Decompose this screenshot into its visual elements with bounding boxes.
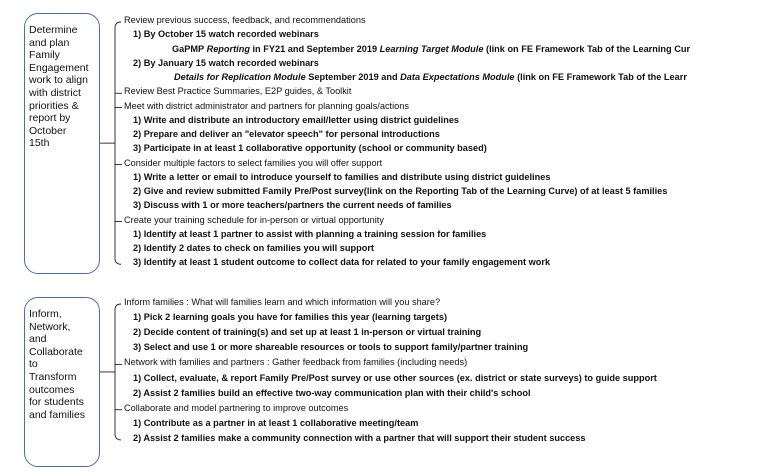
label-line: Determine bbox=[29, 24, 78, 36]
text-run: (link on FE Framework Tab of the Learning Cur bbox=[483, 43, 691, 54]
outline-item: 3) Participate in at least 1 collaborative opportunity (school or community based) bbox=[133, 143, 487, 154]
outline-heading: Network with families and partners : Gather feedback from families (including needs) bbox=[124, 357, 468, 368]
outline-heading: Review previous success, feedback, and recommendations bbox=[124, 15, 366, 25]
label-line: 15th bbox=[29, 137, 50, 150]
text-run: Details for Replication Module bbox=[174, 72, 306, 82]
label-line: report by bbox=[29, 112, 71, 125]
text-run: in FY21 and September 2019 bbox=[249, 43, 380, 54]
label-line: for students bbox=[29, 396, 84, 409]
outline-item: 1) Collect, evaluate, & report Family Pre/Post survey or use other sources (ex. district or state surveys) to guide support bbox=[133, 372, 657, 383]
outline-heading: Collaborate and model partnering to improve outcomes bbox=[124, 402, 349, 413]
label-line: and bbox=[29, 333, 47, 346]
text-run: (link on FE Framework Tab of the Learr bbox=[514, 72, 687, 82]
outline-item: 2) Give and review submitted Family Pre/Post survey(link on the Reporting Tab of the Learning Curve) of at least 5 families bbox=[133, 186, 668, 196]
label-line: Family bbox=[29, 49, 60, 62]
outline-item bbox=[174, 71, 687, 83]
label-line: Transform bbox=[29, 370, 77, 383]
outline-item: 2) Identify 2 dates to check on families you will support bbox=[133, 243, 374, 253]
label-line: to bbox=[29, 358, 38, 371]
label-line: October bbox=[29, 124, 67, 137]
label-line: priorities & bbox=[29, 99, 79, 112]
outline-item: 1) Write a letter or email to introduce yourself to families and distribute using district guidelines bbox=[133, 171, 551, 182]
text-run: Learning Target Module bbox=[379, 43, 484, 54]
outline-heading: Inform families : What will families learn and which information will you share? bbox=[124, 297, 441, 307]
label-line: Inform, bbox=[29, 308, 62, 320]
outline-heading: Consider multiple factors to select families you will offer support bbox=[124, 157, 383, 168]
outline-heading: Review Best Practice Summaries, E2P guides, & Toolkit bbox=[124, 86, 352, 97]
outline-item: 2) Prepare and deliver an "elevator speech" for personal introductions bbox=[133, 129, 440, 139]
text-run: GaPMP bbox=[172, 43, 207, 54]
outline-item: 1) Write and distribute an introductory email/letter using district guidelines bbox=[133, 114, 460, 125]
label-line: Collaborate bbox=[29, 345, 83, 358]
outline-item: 3) Select and use 1 or more shareable resources or tools to support family/partner training bbox=[133, 342, 529, 353]
outline-item: 2) Assist 2 families make a community connection with a partner that will support their student success bbox=[133, 432, 586, 443]
text-run: Data Expectations Module bbox=[400, 72, 515, 82]
label-line: outcomes bbox=[29, 383, 75, 396]
label-line: with district bbox=[29, 86, 81, 99]
outline-item: 3) Identify at least 1 student outcome to collect data for related to your family engagement work bbox=[133, 257, 551, 268]
text-run: September 2019 and bbox=[305, 72, 401, 82]
outline-item: 1) Pick 2 learning goals you have for families this year (learning targets) bbox=[133, 312, 448, 323]
label-line: work to align bbox=[29, 74, 88, 87]
outline-item: 1) Identify at least 1 partner to assist with planning a training session for families bbox=[133, 228, 487, 239]
outline-item: 2) By January 15 watch recorded webinars bbox=[133, 57, 319, 68]
outline-heading: Meet with district administrator and partners for planning goals/actions bbox=[124, 100, 409, 111]
label-line: Engagement bbox=[29, 61, 89, 74]
outline-item: 2) Decide content of training(s) and set up at least 1 in-person or virtual training bbox=[133, 327, 482, 338]
label-line: and plan bbox=[29, 36, 70, 49]
label-line: and families bbox=[29, 408, 86, 421]
outline-item: 2) Assist 2 families build an effective two-way communication plan with their child's school bbox=[133, 387, 531, 398]
outline-item: 1) Contribute as a partner in at least 1 collaborative meeting/team bbox=[133, 417, 419, 428]
outline-heading: Create your training schedule for in-person or virtual opportunity bbox=[124, 214, 384, 225]
outline-item bbox=[172, 43, 690, 55]
outline-item: 3) Discuss with 1 or more teachers/partners the current needs of families bbox=[133, 200, 452, 211]
label-line: Network, bbox=[29, 320, 71, 333]
outline-item: 1) By October 15 watch recorded webinars bbox=[133, 29, 319, 40]
text-run: Reporting bbox=[206, 43, 250, 54]
